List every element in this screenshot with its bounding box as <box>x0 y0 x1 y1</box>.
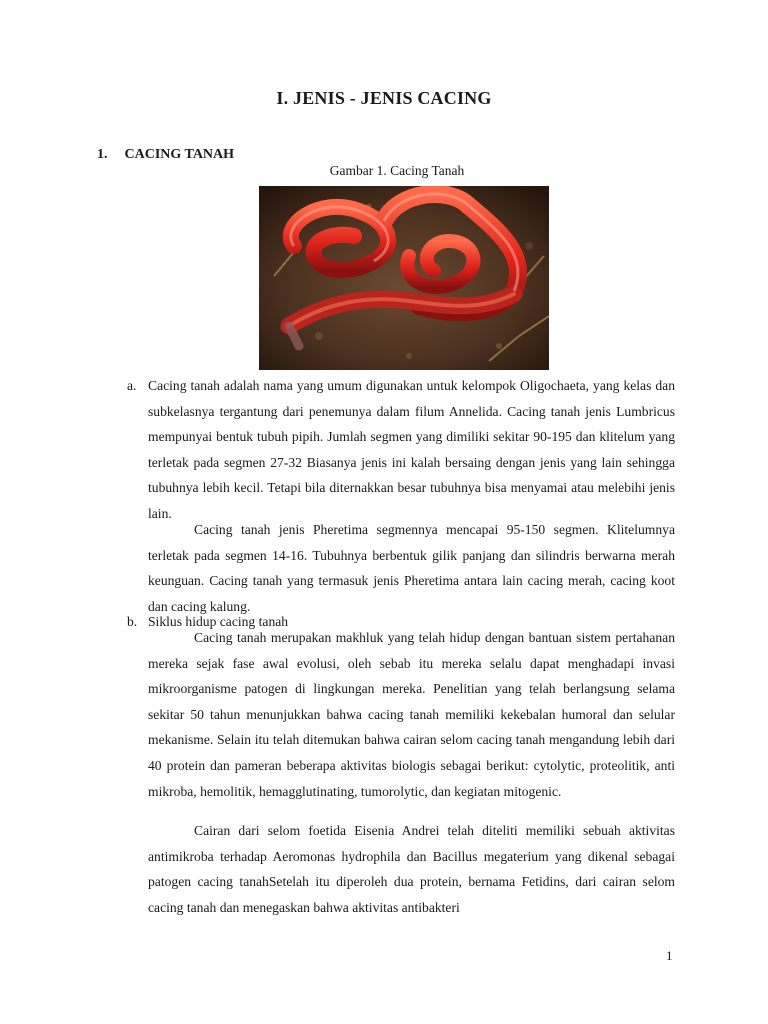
section-heading <box>97 147 234 163</box>
paragraph-a2: Cacing tanah jenis Pheretima segmennya mencapai 95-150 segmen. Klitelumnya terletak pada segmen 14-16. Tubuhnya berbentuk gilik panjang dan silindris berwarna merah keunguan. Cacing tanah yang termasuk jenis Pheretima antara lain cacing merah, cacing koot dan cacing kalung. <box>148 522 675 614</box>
figure-caption: Gambar 1. Cacing Tanah <box>329 163 465 178</box>
subsection-label: Siklus hidup cacing tanah <box>148 614 289 629</box>
earthworm-photo <box>259 186 549 370</box>
chapter-title: I. JENIS - JENIS CACING <box>276 88 492 108</box>
paragraph-a1: Cacing tanah adalah nama yang umum digunakan untuk kelompok Oligochaeta, yang kelas dan subkelasnya tergantung dari penemunya dalam filum Annelida. Cacing tanah jenis Lumbricus mempunyai bentuk tubuh pipih. Jumlah segmen yang dimiliki sekitar 90-195 dan klitelum yang terletak pada segmen 27-32 Biasanya jenis ini kalah bersaing dengan jenis yang lain sehingga tubuhnya lebih kecil. Tetapi bila diternakkan besar tubuhnya bisa menyamai atau melebihi jenis lain. <box>148 378 675 521</box>
earthworm-illustration <box>259 186 549 370</box>
page-number: 1 <box>666 948 673 963</box>
list-marker: b. <box>127 614 138 629</box>
paragraph-b1: Cacing tanah merupakan makhluk yang telah hidup dengan bantuan sistem pertahanan mereka sejak fase awal evolusi, oleh sebab itu mereka selalu dapat menghadapi invasi mikroorganisme patogen di lingkungan mereka. Penelitian yang telah berlangsung selama sekitar 50 tahun menunjukkan bahwa cacing tanah memiliki kekebalan humoral dan selular mekanisme. Selain itu telah ditemukan bahwa cairan selom cacing tanah mengandung lebih dari 40 protein dan pameran beberapa aktivitas biologis sebagai berikut: cytolytic, proteolitik, anti mikroba, hemolitik, hemagglutinating, tumorolytic, dan kegiatan mitogenic. <box>148 630 675 799</box>
paragraph-b2: Cairan dari selom foetida Eisenia Andrei telah diteliti memiliki sebuah aktivitas antimikroba terhadap Aeromonas hydrophila dan Bacillus megaterium yang dikenal sebagai patogen cacing tanahSetelah itu diperoleh dua protein, bernama Fetidins, dari cairan selom cacing tanah dan menegaskan bahwa aktivitas antibakteri <box>148 823 675 915</box>
list-marker: a. <box>127 378 137 393</box>
section-title: CACING TANAH <box>124 147 235 162</box>
section-number: 1. <box>97 147 108 162</box>
